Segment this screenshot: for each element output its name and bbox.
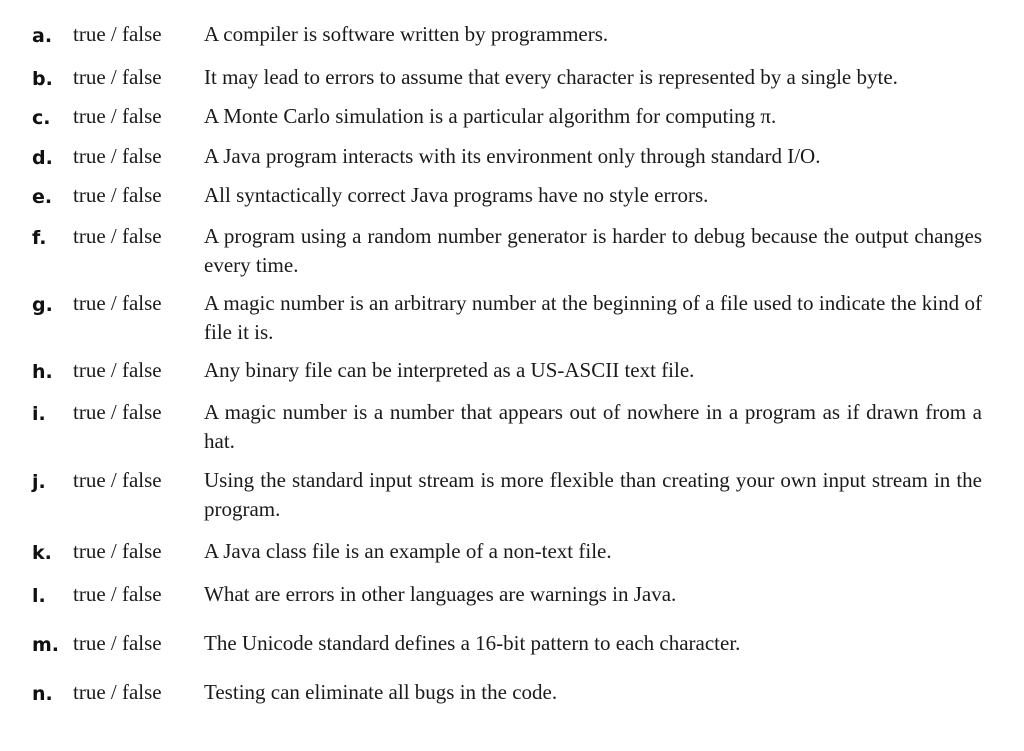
question-letter: l. — [32, 585, 46, 607]
question-statement: Using the standard input stream is more flexible than creating your own input stream in the program. — [204, 468, 982, 521]
question-letter: e. — [32, 186, 53, 208]
true-false-choice: true / false — [73, 104, 162, 128]
true-false-choice: true / false — [73, 144, 162, 168]
question-letter: g. — [32, 294, 53, 316]
question-statement: The Unicode standard defines a 16-bit pattern to each character. — [204, 631, 741, 655]
question-statement: Any binary file can be interpreted as a US-ASCII text file. — [204, 358, 695, 382]
question-letter: k. — [32, 542, 52, 564]
true-false-choice: true / false — [73, 400, 162, 424]
question-statement: A program using a random number generator is harder to debug because the output changes every time. — [204, 224, 982, 277]
question-statement: What are errors in other languages are warnings in Java. — [204, 582, 677, 606]
question-letter: c. — [32, 107, 51, 129]
question-statement: It may lead to errors to assume that every character is represented by a single byte. — [204, 65, 898, 89]
question-statement: A Java program interacts with its environment only through standard I/O. — [204, 144, 821, 168]
question-statement: A magic number is a number that appears out of nowhere in a program as if drawn from a hat. — [204, 400, 982, 453]
question-statement: Testing can eliminate all bugs in the code. — [204, 680, 558, 704]
question-letter: m. — [32, 634, 60, 656]
true-false-choice: true / false — [73, 539, 162, 563]
true-false-choice: true / false — [73, 291, 162, 315]
true-false-choice: true / false — [73, 224, 162, 248]
true-false-choice: true / false — [73, 183, 162, 207]
question-statement: A Monte Carlo simulation is a particular algorithm for computing π. — [204, 104, 777, 128]
question-statement: All syntactically correct Java programs have no style errors. — [204, 183, 709, 207]
question-letter: n. — [32, 683, 53, 705]
question-letter: j. — [32, 471, 46, 493]
question-statement: A Java class file is an example of a non-text file. — [204, 539, 612, 563]
question-letter: a. — [32, 25, 53, 47]
question-statement: A compiler is software written by programmers. — [204, 22, 609, 46]
true-false-choice: true / false — [73, 582, 162, 606]
question-statement: A magic number is an arbitrary number at the beginning of a file used to indicate the kind of file it is. — [204, 291, 982, 344]
question-letter: b. — [32, 68, 53, 90]
true-false-choice: true / false — [73, 22, 162, 46]
question-letter: d. — [32, 147, 53, 169]
question-letter: f. — [32, 227, 47, 249]
true-false-choice: true / false — [73, 631, 162, 655]
true-false-choice: true / false — [73, 65, 162, 89]
question-letter: i. — [32, 403, 46, 425]
true-false-choice: true / false — [73, 468, 162, 492]
true-false-choice: true / false — [73, 358, 162, 382]
question-letter: h. — [32, 361, 53, 383]
true-false-choice: true / false — [73, 680, 162, 704]
